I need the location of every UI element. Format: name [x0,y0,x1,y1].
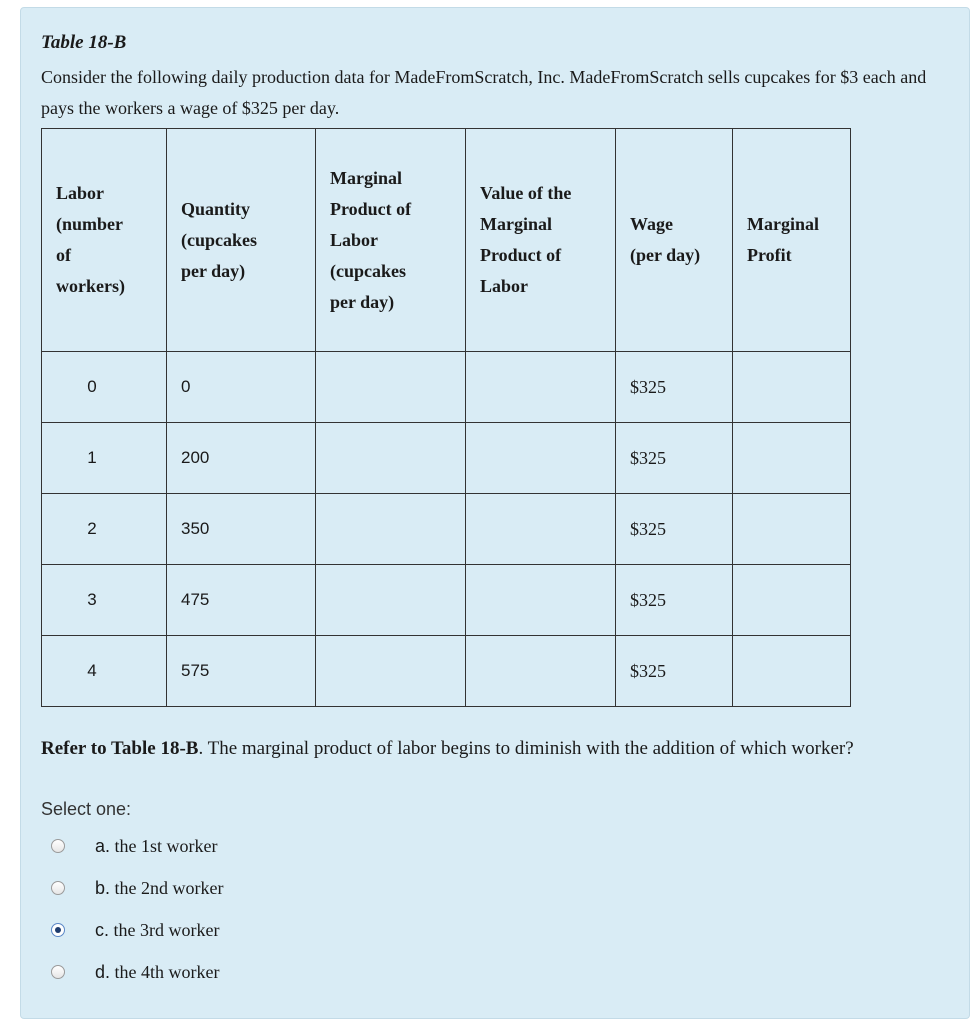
option-b-text: the 2nd worker [114,877,224,898]
vmpl-cell [466,494,616,565]
production-table [41,128,851,707]
mpl-cell [316,352,466,423]
mpl-cell [316,565,466,636]
vmpl-cell [466,636,616,707]
option-a-text: the 1st worker [114,835,218,856]
header-marginal-product: Marginal Product of Labor (cupcakes per day) [316,129,466,352]
table-row [42,494,851,565]
option-b[interactable] [51,876,223,900]
intro-text: Consider the following daily production data for MadeFromScratch, Inc. MadeFromScratch sells cupcakes for $3 each and pays the workers a wage of $325 per day. [41,67,927,118]
wage-cell: $325 [616,494,733,565]
marginal-profit-cell [733,352,851,423]
quantity-cell: 200 [167,423,316,494]
vmpl-cell [466,565,616,636]
labor-cell: 2 [42,494,167,565]
marginal-profit-cell [733,494,851,565]
radio-d[interactable] [51,965,65,979]
table-header-row [42,129,851,352]
option-a-letter: a. [95,835,111,856]
table-row [42,352,851,423]
question-card [20,7,970,1019]
marginal-profit-cell [733,423,851,494]
table-row [42,423,851,494]
labor-cell: 4 [42,636,167,707]
question-text [41,738,854,760]
quantity-cell: 575 [167,636,316,707]
option-d-letter: d. [95,961,111,982]
option-b-letter: b. [95,877,111,898]
header-wage: Wage (per day) [616,129,733,352]
quantity-cell: 350 [167,494,316,565]
wage-cell: $325 [616,423,733,494]
option-a[interactable] [51,834,218,858]
radio-c[interactable] [51,923,65,937]
labor-cell: 3 [42,565,167,636]
labor-cell: 1 [42,423,167,494]
mpl-cell [316,423,466,494]
table-body [42,352,851,707]
quantity-cell: 475 [167,565,316,636]
header-labor: Labor (number of workers) [42,129,167,352]
option-c-text: the 3rd worker [113,919,220,940]
vmpl-cell [466,352,616,423]
table-title: Table 18-B [41,32,127,53]
mpl-cell [316,494,466,565]
marginal-profit-cell [733,636,851,707]
radio-a[interactable] [51,839,65,853]
marginal-profit-cell [733,565,851,636]
header-quantity: Quantity (cupcakes per day) [167,129,316,352]
wage-cell: $325 [616,636,733,707]
wage-cell: $325 [616,565,733,636]
vmpl-cell [466,423,616,494]
radio-b[interactable] [51,881,65,895]
option-c[interactable] [51,918,219,942]
header-value-marginal-product: Value of the Marginal Product of Labor [466,129,616,352]
quantity-cell: 0 [167,352,316,423]
labor-cell: 0 [42,352,167,423]
table-row [42,565,851,636]
mpl-cell [316,636,466,707]
option-c-letter: c. [95,919,110,940]
option-d-text: the 4th worker [114,961,220,982]
question-body: . The marginal product of labor begins to diminish with the addition of which worker? [198,738,854,759]
select-one-label: Select one: [41,799,132,819]
question-ref: Refer to Table 18-B [41,738,199,759]
header-marginal-profit: Marginal Profit [733,129,851,352]
table-row [42,636,851,707]
option-d[interactable] [51,960,219,984]
wage-cell: $325 [616,352,733,423]
